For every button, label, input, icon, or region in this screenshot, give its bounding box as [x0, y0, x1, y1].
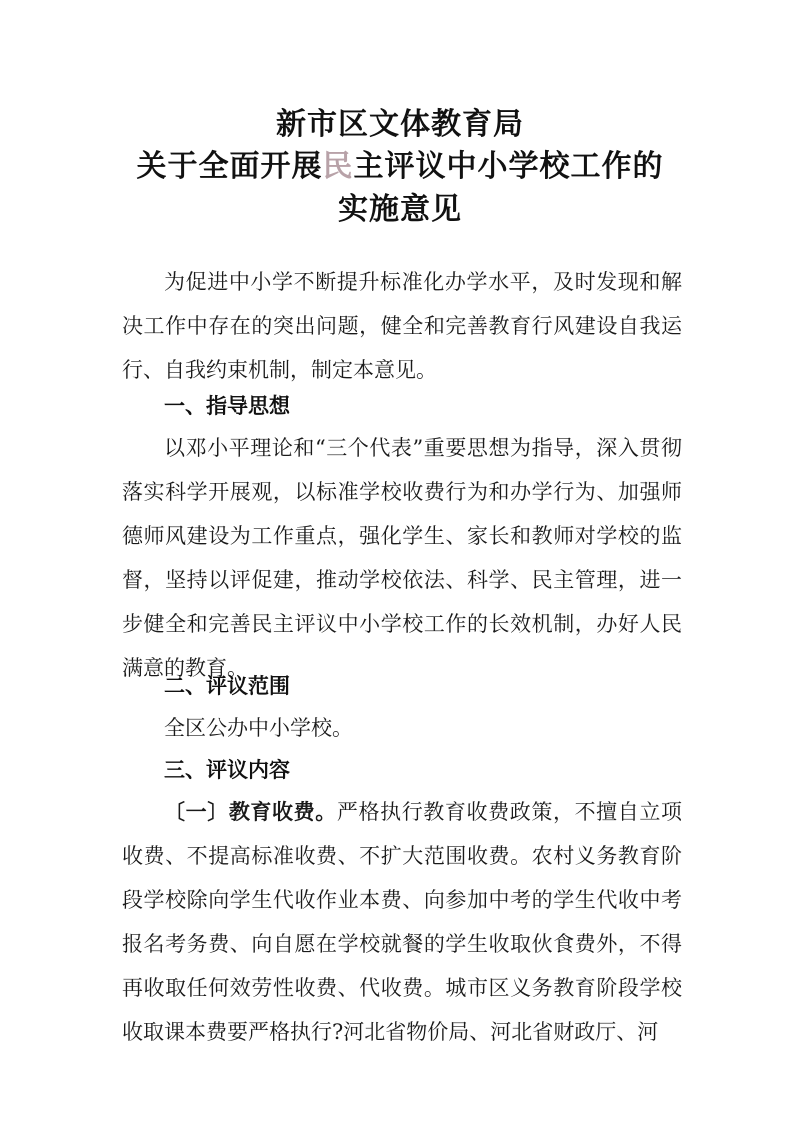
- intro-paragraph: 为促进中小学不断提升标准化办学水平，及时发现和解决工作中存在的突出问题，健全和完善教育行风建设自我运行、自我约束机制，制定本意见。: [122, 270, 682, 382]
- title-line-1: 新市区文体教育局: [276, 107, 524, 142]
- section-2-paragraph: 全区公办中小学校。: [164, 716, 353, 740]
- title-line-2: [0, 145, 800, 189]
- section-3-item-1-paragraph: [122, 790, 682, 1054]
- title-line-2-post: 主评议中小学校工作的: [353, 149, 664, 184]
- title-highlight-char: 民: [322, 149, 354, 184]
- section-3-item-1-body: 严格执行教育收费政策，不擅自立项收费、不提高标准收费、不扩大范围收费。农村义务教育阶段学校除向学生代收作业本费、向参加中考的学生代收中考报名考务费、向自愿在学校就餐的学生收取伙食费外，不得再收取任何效劳性收费、代收费。城市区义务教育阶段学校收取课本费要严格执行?河北省物价局、河北省财政厅、河: [122, 800, 683, 1044]
- section-1-heading: 一、指导思想: [164, 394, 290, 418]
- section-3-item-1-lead: 〔一〕教育收费。: [164, 800, 337, 824]
- title-line-2-pre: 关于全面开展: [136, 149, 323, 184]
- section-1-paragraph: 以邓小平理论和“三个代表”重要思想为指导，深入贯彻落实科学开展观，以标准学校收费行为和办学行为、加强师德师风建设为工作重点，强化学生、家长和教师对学校的监督，坚持以评促建，推动学校依法、科学、民主管理，进一步健全和完善民主评议中小学校工作的长效机制，办好人民满意的教育。: [122, 436, 682, 680]
- section-3-heading: 三、评议内容: [164, 758, 290, 782]
- section-2-heading: 二、评议范围: [164, 674, 290, 698]
- title-line-3: 实施意见: [338, 192, 462, 227]
